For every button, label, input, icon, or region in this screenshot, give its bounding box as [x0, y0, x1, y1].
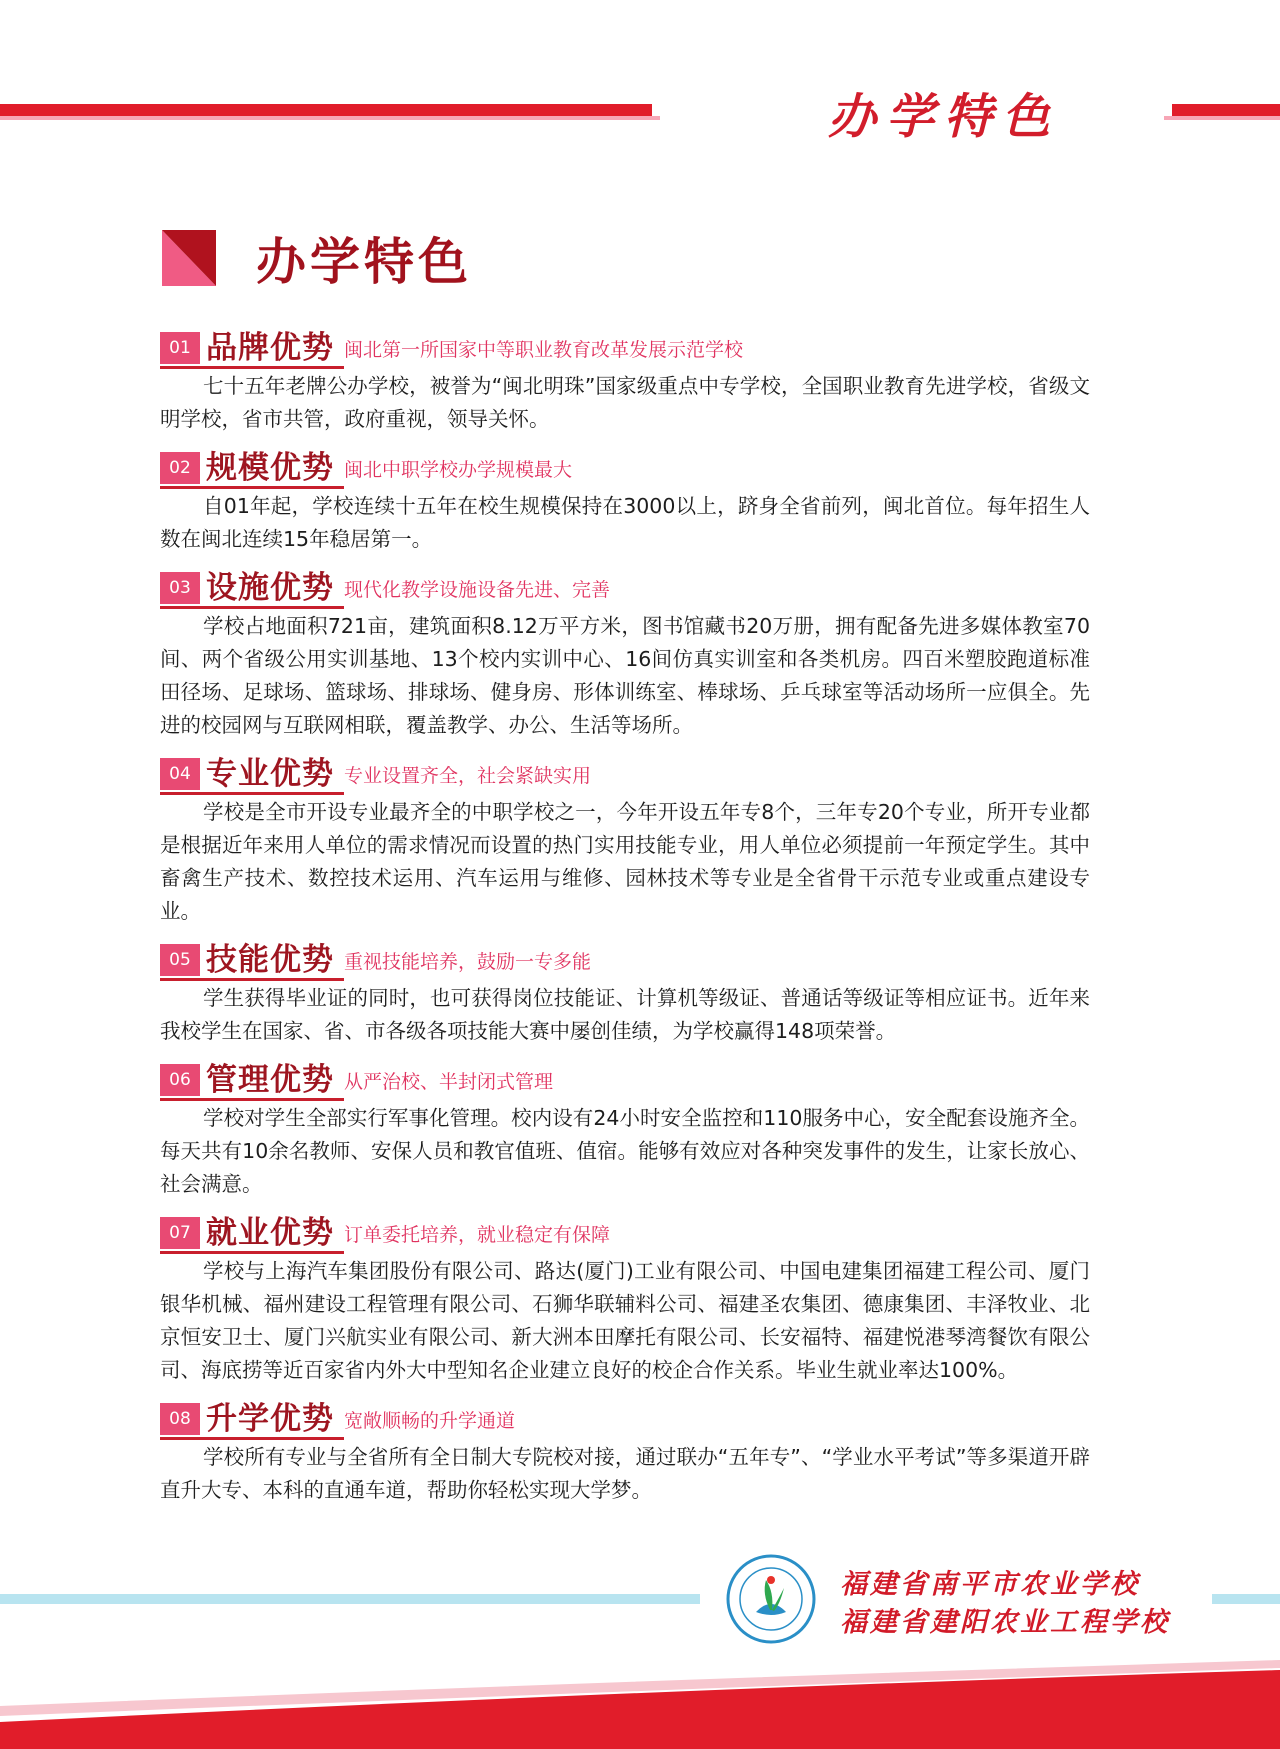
- section-management: [160, 1058, 1090, 1201]
- section-body: 自01年起，学校连续十五年在校生规模保持在3000以上，跻身全省前列，闽北首位。每年招生人数在闽北连续15年稳居第一。: [160, 494, 1090, 551]
- section-title: 管理优势: [206, 1062, 334, 1098]
- section-number-badge: 04: [160, 758, 200, 790]
- section-title: 升学优势: [206, 1401, 334, 1437]
- section-scale: [160, 446, 1090, 556]
- section-body: 学校是全市开设专业最齐全的中职学校之一，今年开设五年专8个，三年专20个专业，所开专业都是根据近年来用人单位的需求情况而设置的热门实用技能专业，用人单位必须提前一年预定学生。其中畜禽生产技术、数控技术运用、汽车运用与维修、园林技术等专业是全省骨干示范专业或重点建设专业。: [160, 800, 1090, 923]
- section-subtitle: 闽北中职学校办学规模最大: [344, 459, 573, 481]
- section-title: 设施优势: [206, 570, 334, 606]
- section-subtitle: 现代化教学设施设备先进、完善: [344, 579, 611, 601]
- section-number-badge: 07: [160, 1217, 200, 1249]
- feature-sections: [160, 326, 1090, 1517]
- banner-title: 办学特色: [828, 89, 1061, 145]
- section-title: 技能优势: [206, 942, 334, 978]
- section-title: 规模优势: [206, 450, 334, 486]
- section-number-badge: 06: [160, 1064, 200, 1096]
- section-number-badge: 08: [160, 1403, 200, 1435]
- section-number-badge: 03: [160, 572, 200, 604]
- section-header: [160, 566, 1090, 608]
- section-number-badge: 05: [160, 944, 200, 976]
- school-name-secondary: 福建省建阳农业工程学校: [840, 1607, 1170, 1638]
- footer-stripe-left: [0, 1594, 700, 1604]
- section-body: 学校与上海汽车集团股份有限公司、路达(厦门)工业有限公司、中国电建集团福建工程公司、厦门银华机械、福州建设工程管理有限公司、石狮华联辅料公司、福建圣农集团、德康集团、丰泽牧业、北京恒安卫士、厦门兴航实业有限公司、新大洲本田摩托有限公司、长安福特、福建悦港琴湾餐饮有限公司、海底捞等近百家省内外大中型知名企业建立良好的校企合作关系。毕业生就业率达100%。: [160, 1259, 1090, 1382]
- section-header: [160, 446, 1090, 488]
- section-further-study: [160, 1397, 1090, 1507]
- section-subtitle: 重视技能培养，鼓励一专多能: [344, 951, 592, 973]
- section-header: [160, 1397, 1090, 1439]
- section-subtitle: 订单委托培养，就业稳定有保障: [344, 1224, 611, 1246]
- section-majors: [160, 752, 1090, 928]
- section-number-badge: 01: [160, 332, 200, 364]
- footer-stripe-right: [1212, 1594, 1280, 1604]
- section-body: 学生获得毕业证的同时，也可获得岗位技能证、计算机等级证、普通话等级证等相应证书。近年来我校学生在国家、省、市各级各项技能大赛中屡创佳绩，为学校赢得148项荣誉。: [160, 986, 1090, 1043]
- page-title: 办学特色: [256, 233, 472, 291]
- page-heading: [162, 228, 472, 291]
- section-subtitle: 从严治校、半封闭式管理: [344, 1071, 554, 1093]
- top-banner-stripe-right: [1172, 104, 1280, 116]
- section-subtitle: 闽北第一所国家中等职业教育改革发展示范学校: [344, 339, 744, 361]
- section-header: [160, 1211, 1090, 1253]
- footer-wave-decoration: [0, 1660, 1280, 1749]
- section-body: 学校对学生全部实行军事化管理。校内设有24小时安全监控和110服务中心，安全配套设施齐全。每天共有10余名教师、安保人员和教官值班、值宿。能够有效应对各种突发事件的发生，让家长放心、社会满意。: [160, 1106, 1090, 1196]
- section-subtitle: 专业设置齐全，社会紧缺实用: [344, 765, 592, 787]
- section-employment: [160, 1211, 1090, 1387]
- top-banner-stripe-left: [0, 104, 652, 116]
- section-title: 品牌优势: [206, 330, 334, 366]
- school-names: [840, 1566, 1170, 1642]
- section-facilities: [160, 566, 1090, 742]
- section-body: 学校所有专业与全省所有全日制大专院校对接，通过联办“五年专”、“学业水平考试”等多渠道开辟直升大专、本科的直通车道，帮助你轻松实现大学梦。: [160, 1445, 1090, 1502]
- section-body: 七十五年老牌公办学校，被誉为“闽北明珠”国家级重点中专学校，全国职业教育先进学校，省级文明学校，省市共管，政府重视，领导关怀。: [160, 374, 1090, 431]
- section-title: 专业优势: [206, 756, 334, 792]
- section-brand: [160, 326, 1090, 436]
- section-header: [160, 938, 1090, 980]
- school-name-primary: 福建省南平市农业学校: [840, 1569, 1140, 1600]
- section-title: 就业优势: [206, 1215, 334, 1251]
- heading-square-icon: [162, 230, 216, 286]
- section-number-badge: 02: [160, 452, 200, 484]
- section-skills: [160, 938, 1090, 1048]
- section-body: 学校占地面积721亩，建筑面积8.12万平方米，图书馆藏书20万册，拥有配备先进多媒体教室70间、两个省级公用实训基地、13个校内实训中心、16间仿真实训室和各类机房。四百米塑胶跑道标准田径场、足球场、篮球场、排球场、健身房、形体训练室、棒球场、乒乓球室等活动场所一应俱全。先进的校园网与互联网相联，覆盖教学、办公、生活等场所。: [160, 614, 1090, 737]
- school-logo-icon: [726, 1554, 816, 1644]
- section-header: [160, 1058, 1090, 1100]
- section-subtitle: 宽敞顺畅的升学通道: [344, 1410, 516, 1432]
- section-header: [160, 752, 1090, 794]
- section-header: [160, 326, 1090, 368]
